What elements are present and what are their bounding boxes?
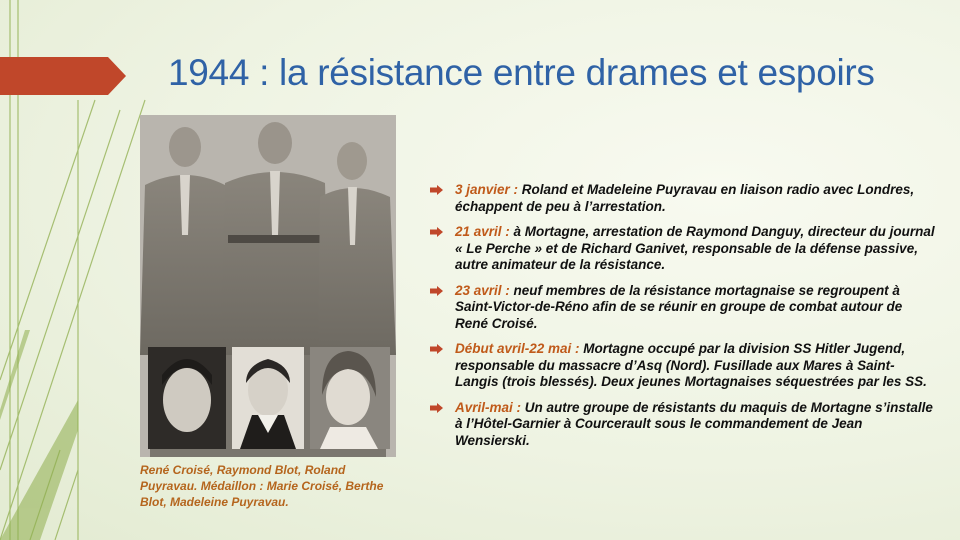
title-banner-arrow (0, 57, 126, 95)
photo-illustration (140, 115, 396, 457)
arrow-bullet-icon (430, 344, 443, 354)
event-text: Roland et Madeleine Puyravau en liaison radio avec Londres, échappent de peu à l’arrestation. (455, 182, 915, 214)
photo-caption: René Croisé, Raymond Blot, Roland Puyravau. Médaillon : Marie Croisé, Berthe Blot, Madeleine Puyravau. (140, 463, 384, 509)
slide-title: 1944 : la résistance entre drames et espoirs (168, 52, 875, 93)
list-item (430, 224, 935, 274)
event-date: 23 avril : (455, 282, 510, 298)
event-text: neuf membres de la résistance mortagnaise se regroupent à Saint-Victor-de-Réno afin de se réunir en groupe de combat autour de René Croisé. (455, 282, 903, 331)
arrow-bullet-icon (430, 185, 443, 195)
event-date: 21 avril : (455, 224, 510, 239)
arrow-bullet-icon (430, 403, 443, 413)
list-item (430, 283, 935, 333)
list-item (430, 341, 935, 391)
resistance-photo (140, 115, 396, 457)
event-text: Mortagne occupé par la division SS Hitler Jugend, responsable du massacre d’Asq (Nord). Fusillade aux Mares à Saint-Langis (trois blessés). Deux jeunes Mortagnaises séquestrées par les SS. (455, 341, 927, 389)
event-date: Avril-mai : (455, 399, 522, 415)
list-item (430, 182, 935, 215)
event-text: Un autre groupe de résistants du maquis de Mortagne s’installe à l’Hôtel-Garnier à Courcerault sous le commandement de Jean Wensierski. (455, 399, 933, 448)
event-date: 3 janvier : (455, 182, 519, 197)
event-text: à Mortagne, arrestation de Raymond Danguy, directeur du journal « Le Perche » et de Richard Ganivet, responsable de la défense passive, autre animateur de la résistance. (455, 224, 935, 272)
event-date: Début avril-22 mai : (455, 341, 580, 356)
arrow-bullet-icon (430, 286, 443, 296)
list-item (430, 400, 935, 450)
arrow-bullet-icon (430, 227, 443, 237)
event-list (430, 182, 935, 458)
